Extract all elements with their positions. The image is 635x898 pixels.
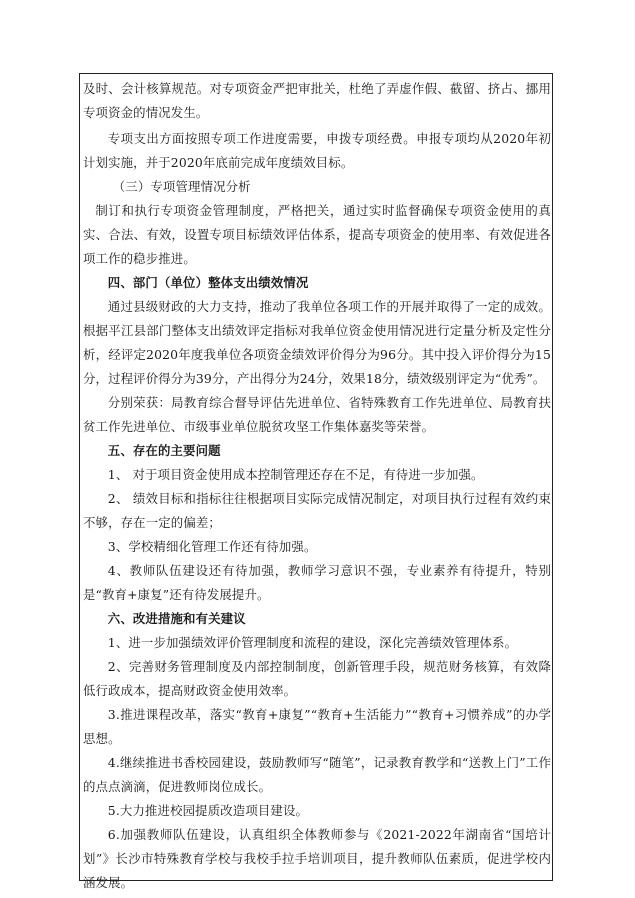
suggestion-item-2: 2、完善财务管理制度及内部控制制度，创新管理手段，规范财务核算，有效降低行政成本，提高财政资金使用效率。 xyxy=(83,659,551,698)
problem-item-2: 2、 绩效目标和指标往往根据项目实际完成情况制定，对项目执行过程有效约束不够，存在一定的偏差； xyxy=(83,491,551,530)
subheading-special-management: （三）专项管理情况分析 xyxy=(112,179,251,194)
problem-item-1: 1、 对于项目资金使用成本控制管理还存在不足，有待进一步加强。 xyxy=(107,467,484,482)
suggestion-item-5: 5.大力推进校园提质改造项目建设。 xyxy=(107,803,309,818)
suggestion-item-4: 4.继续推进书香校园建设，鼓励教师写“随笔”，记录教育教学和“送教上门”工作的点点滴滴，促进教师岗位成长。 xyxy=(83,755,551,794)
problem-item-4: 4、教师队伍建设还有待加强，教师学习意识不强，专业素养有待提升，特别是“教育+康复”还有待发展提升。 xyxy=(83,563,551,602)
heading-overall-performance: 四、部门（单位）整体支出绩效情况 xyxy=(107,275,309,290)
suggestion-item-1: 1、进一步加强绩效评价管理制度和流程的建设，深化完善绩效管理体系。 xyxy=(107,635,518,650)
document-body xyxy=(83,77,551,895)
paragraph-fund-accounting: 及时、会计核算规范。对专项资金严把审批关，杜绝了弄虚作假、截留、挤占、挪用专项资金的情况发生。 xyxy=(83,81,551,120)
suggestion-item-3: 3.推进课程改革，落实“教育+康复”“教育+生活能力”“教育+习惯养成”的办学思想。 xyxy=(83,707,551,746)
paragraph-performance-score: 通过县级财政的大力支持，推动了我单位各项工作的开展并取得了一定的成效。根据平江县部门整体支出绩效评定指标对我单位资金使用情况进行定量分析及定性分析，经评定2020年度我单位各项资金绩效评价得分为96分。其中投入评价得分为15分，过程评价得分为39分，产出得分为24分，效果18分，绩效级别评定为“优秀”。 xyxy=(83,299,551,386)
paragraph-honors: 分别荣获：局教育综合督导评估先进单位、省特殊教育工作先进单位、局教育扶贫工作先进单位、市级事业单位脱贫攻坚工作集体嘉奖等荣誉。 xyxy=(83,395,551,434)
suggestion-item-6: 6.加强教师队伍建设，认真组织全体教师参与《2021-2022年湖南省“国培计划”》长沙市特殊教育学校与我校手拉手培训项目，提升教师队伍素质，促进学校内涵发展。 xyxy=(83,827,551,890)
problem-item-3: 3、学校精细化管理工作还有待加强。 xyxy=(107,539,317,554)
paragraph-management-system: 制订和执行专项资金管理制度，严格把关，通过实时监督确保专项资金使用的真实、合法、有效，设置专项目标绩效评估体系，提高专项资金的使用率、有效促进各项工作的稳步推进。 xyxy=(83,203,551,266)
heading-main-problems: 五、存在的主要问题 xyxy=(107,443,221,458)
heading-improvements: 六、改进措施和有关建议 xyxy=(107,611,246,626)
paragraph-special-expenditure: 专项支出方面按照专项工作进度需要，申拨专项经费。申报专项均从2020年初计划实施，并于2020年底前完成年度绩效目标。 xyxy=(83,131,551,170)
